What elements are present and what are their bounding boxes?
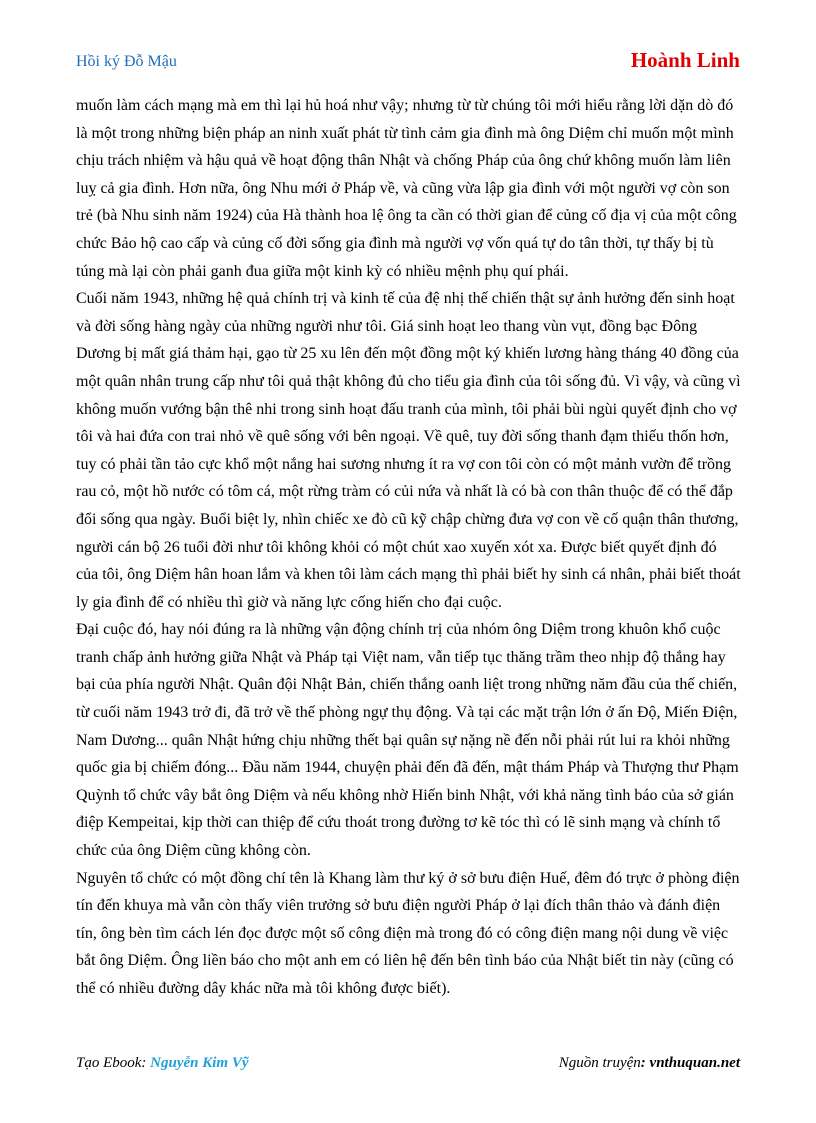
author-name: Hoành Linh <box>630 48 740 72</box>
book-title: Hồi ký Đỗ Mậu <box>76 53 177 70</box>
ebook-creator-name: Nguyễn Kim Vỹ <box>150 1055 249 1071</box>
paragraph: muốn làm cách mạng mà em thì lại hủ hoá như vậy; nhưng từ từ chúng tôi mới hiểu rằng lời dặn dò đó là một trong những biện pháp an ninh xuất phát từ tình cảm gia đình mà ông Diệm chỉ muốn một mình chịu trách nhiệm và hậu quả về hoạt động thân Nhật và chống Pháp của ông chứ không muốn làm liên luỵ cả gia đình. Hơn nữa, ông Nhu mới ở Pháp về, và cũng vừa lập gia đình với một người vợ còn son trẻ (bà Nhu sinh năm 1924) của Hà thành hoa lệ ông ta cần có thời gian để củng cố địa vị của một công chức Bảo hộ cao cấp và củng cố đời sống gia đình mà người vợ vốn quá tự do tân thời, tự thấy bị tù túng mà lại còn phải ganh đua giữa một kinh kỳ có nhiều mệnh phụ quí phái. <box>76 97 737 280</box>
source-site: vnthuquan.net <box>649 1055 740 1071</box>
page-footer <box>76 1055 740 1077</box>
source-separator: : <box>640 1055 650 1071</box>
ebook-credit-label: Tạo Ebook <box>76 1055 142 1071</box>
ebook-credit-separator: : <box>141 1055 151 1071</box>
source-credit <box>559 1055 740 1072</box>
paragraph: Nguyên tổ chức có một đồng chí tên là Khang làm thư ký ở sở bưu điện Huế, đêm đó trực ở phòng điện tín đến khuya mà vẫn còn thấy viên trưởng sở bưu điện người Pháp ở lại đích thân thảo và đánh điện tín, ông bèn tìm cách lén đọc được một số công điện mà trong đó có công điện mang nội dung về việc bắt ông Diệm. Ông liền báo cho một anh em có liên hệ đến bên tình báo của Nhật biết tin này (cũng có thể có nhiều đường dây khác nữa mà tôi không được biết). <box>76 869 740 997</box>
paragraph: Đại cuộc đó, hay nói đúng ra là những vận động chính trị của nhóm ông Diệm trong khuôn khổ cuộc tranh chấp ảnh hưởng giữa Nhật và Pháp tại Việt nam, vẫn tiếp tục thăng trầm theo nhịp độ thắng hay bại của phía người Nhật. Quân đội Nhật Bản, chiến thắng oanh liệt trong những năm đầu của thế chiến, từ cuối năm 1943 trở đi, đã trở về thế phòng ngự thụ động. Và tại các mặt trận lớn ở ấn Độ, Miến Điện, Nam Dương... quân Nhật hứng chịu những thết bại quân sự nặng nề đến nỗi phải rút lui ra khỏi những quốc gia bị chiếm đóng... Đầu năm 1944, chuyện phải đến đã đến, mật thám Pháp và Thượng thư Phạm Quỳnh tổ chức vây bắt ông Diệm và nếu không nhờ Hiến binh Nhật, với khả năng tình báo của sở gián điệp Kempeitai, kịp thời can thiệp để cứu thoát trong đường tơ kẽ tóc thì có lẽ sinh mạng và chính tổ chức của ông Diệm cũng không còn. <box>76 621 739 860</box>
page-body <box>76 92 742 1003</box>
source-label: Nguồn truyện <box>558 1055 641 1071</box>
page-header <box>76 48 740 78</box>
ebook-credit <box>76 1055 249 1072</box>
paragraph: Cuối năm 1943, những hệ quả chính trị và kinh tế của đệ nhị thế chiến thật sự ảnh hưởng đến sinh hoạt và đời sống hàng ngày của những người như tôi. Giá sinh hoạt leo thang vùn vụt, đồng bạc Đông Dương bị mất giá thảm hại, gạo từ 25 xu lên đến một đồng một ký khiến lương hàng tháng 40 đồng của một quân nhân trung cấp như tôi quả thật không đủ cho tiểu gia đình của tôi sống đủ. Vì vậy, và cũng vì không muốn vướng bận thê nhi trong sinh hoạt đấu tranh của mình, tôi phải bùi ngùi quyết định cho vợ tôi và hai đứa con trai nhỏ về quê sống với bên ngoại. Về quê, tuy đời sống thanh đạm thiếu thốn hơn, tuy có phải tần tảo cực khổ một nắng hai sương nhưng ít ra vợ con tôi còn có một mảnh vườn để trồng rau cỏ, một hồ nước có tôm cá, một rừng tràm có củi nứa và nhất là có bà con thân thuộc để có thể đắp đổi sống qua ngày. Buổi biệt ly, nhìn chiếc xe đò cũ kỹ chập chừng đưa vợ con về cố quận thân thương, người cán bộ 26 tuổi đời như tôi không khỏi có một chút xao xuyến xót xa. Được biết quyết định đó của tôi, ông Diệm hân hoan lắm và khen tôi làm cách mạng thì phải biết hy sinh cá nhân, phải biết thoát ly gia đình để có nhiều thì giờ và năng lực cống hiến cho đại cuộc. <box>76 290 741 611</box>
